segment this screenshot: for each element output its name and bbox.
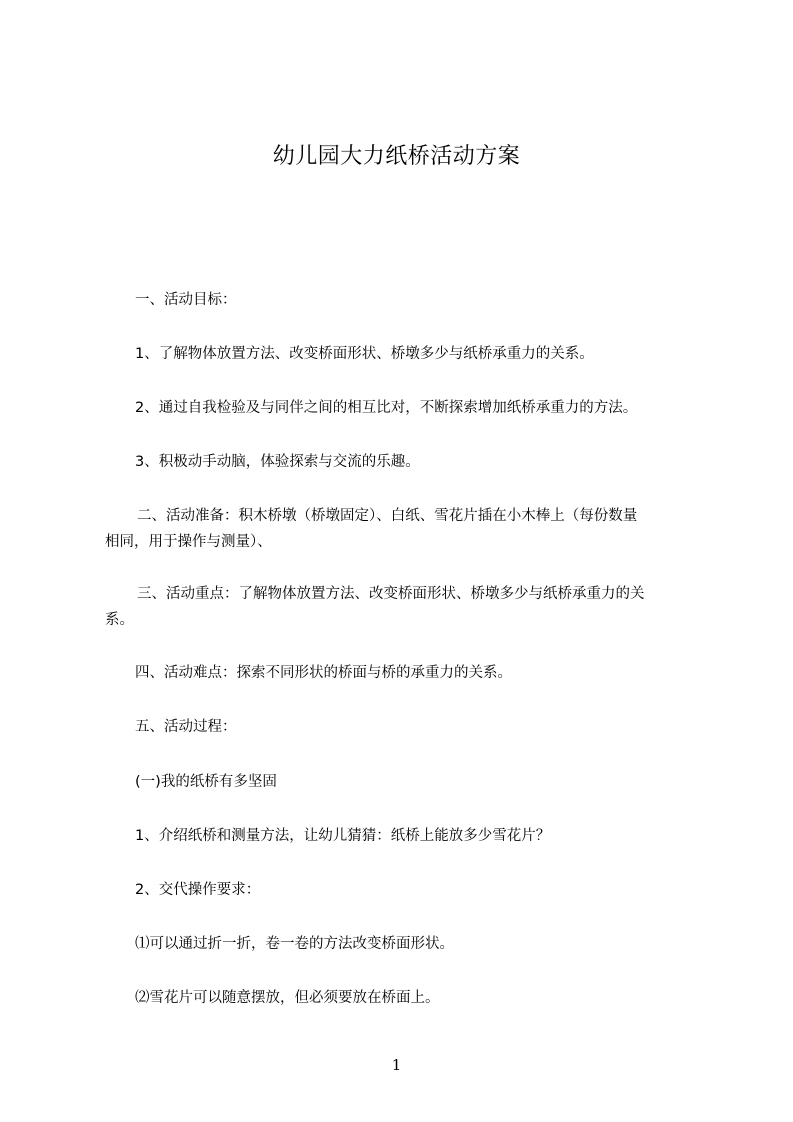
- requirement-item-1: ⑴可以通过折一折，卷一卷的方法改变桥面形状。: [135, 936, 454, 952]
- key-points-line-2: 系。: [105, 612, 134, 628]
- section-preparation: [105, 503, 705, 555]
- goal-item-3: 3、积极动手动脑，体验探索与交流的乐趣。: [135, 454, 420, 470]
- preparation-line-1: 二、活动准备：积木桥墩（桥墩固定）、白纸、雪花片插在小木棒上（每份数量: [137, 508, 638, 524]
- goal-item-1: 1、了解物体放置方法、改变桥面形状、桥墩多少与纸桥承重力的关系。: [135, 346, 594, 362]
- page-number: 1: [391, 1056, 402, 1074]
- subsection-heading-1: (一)我的纸桥有多坚固: [135, 774, 277, 790]
- process-item-1: 1、介绍纸桥和测量方法，让幼儿猜猜：纸桥上能放多少雪花片？: [135, 828, 551, 844]
- document-title: 幼儿园大力纸桥活动方案: [272, 144, 521, 169]
- process-item-2: 2、交代操作要求：: [135, 882, 261, 898]
- preparation-line-2: 相同，用于操作与测量）、: [105, 534, 272, 550]
- section-heading-process: 五、活动过程：: [135, 719, 237, 735]
- section-key-points: [105, 581, 705, 633]
- section-difficulties: 四、活动难点：探索不同形状的桥面与桥的承重力的关系。: [135, 665, 512, 681]
- requirement-item-2: ⑵雪花片可以随意摆放，但必须要放在桥面上。: [135, 990, 440, 1006]
- section-heading-goals: 一、活动目标：: [135, 292, 237, 308]
- key-points-line-1: 三、活动重点：了解物体放置方法、改变桥面形状、桥墩多少与纸桥承重力的关: [137, 586, 645, 602]
- goal-item-2: 2、通过自我检验及与同伴之间的相互比对，不断探索增加纸桥承重力的方法。: [135, 400, 638, 416]
